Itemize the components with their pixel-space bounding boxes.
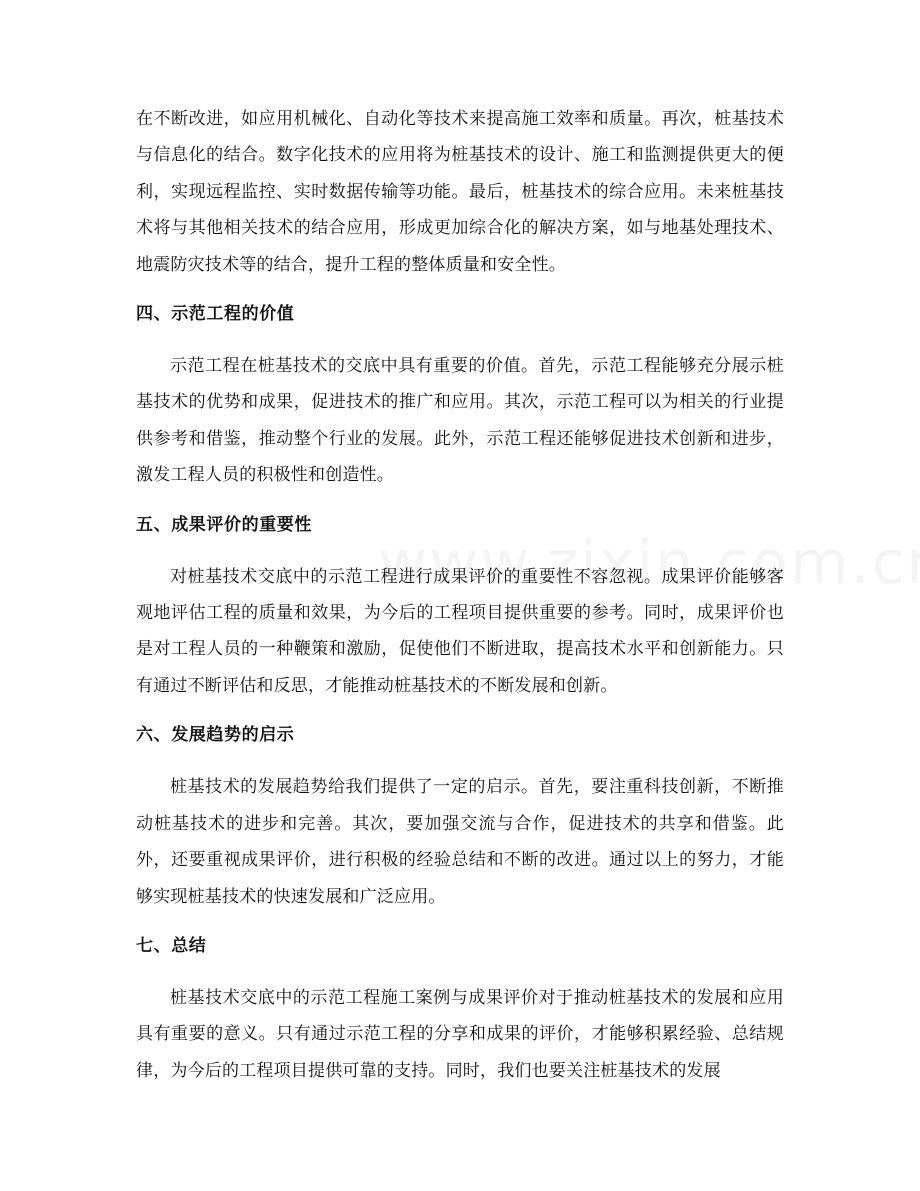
- section-body-6: 桩基技术的发展趋势给我们提供了一定的启示。首先，要注重科技创新，不断推动桩基技术的进步和完善。其次，要加强交流与合作，促进技术的共享和借鉴。此外，还要重视成果评价，进行积极的经验总结和不断的改进。通过以上的努力，才能够实现桩基技术的快速发展和广泛应用。: [136, 777, 784, 907]
- section-heading-6: 六、发展趋势的启示: [136, 725, 295, 746]
- section-heading-5: 五、成果评价的重要性: [136, 514, 312, 535]
- section-body-7: 桩基技术交底中的示范工程施工案例与成果评价对于推动桩基技术的发展和应用具有重要的意义。只有通过示范工程的分享和成果的评价，才能够积累经验、总结规律，为今后的工程项目提供可靠的支持。同时，我们也要关注桩基技术的发展: [136, 987, 784, 1081]
- section-heading-7: 七、总结: [136, 935, 207, 956]
- intro-paragraph: 在不断改进，如应用机械化、自动化等技术来提高施工效率和质量。再次，桩基技术与信息化的结合。数字化技术的应用将为桩基技术的设计、施工和监测提供更大的便利，实现远程监控、实时数据传输等功能。最后，桩基技术的综合应用。未来桩基技术将与其他相关技术的结合应用，形成更加综合化的解决方案，如与地基处理技术、地震防灾技术等的结合，提升工程的整体质量和安全性。: [136, 109, 784, 275]
- section-body-4: 示范工程在桩基技术的交底中具有重要的价值。首先，示范工程能够充分展示桩基技术的优势和成果，促进技术的推广和应用。其次，示范工程可以为相关的行业提供参考和借鉴，推动整个行业的发展。此外，示范工程还能够促进技术创新和进步，激发工程人员的积极性和创造性。: [136, 356, 784, 486]
- section-heading-4: 四、示范工程的价值: [136, 304, 295, 325]
- section-body-5: 对桩基技术交底中的示范工程进行成果评价的重要性不容忽视。成果评价能够客观地评估工程的质量和效果，为今后的工程项目提供重要的参考。同时，成果评价也是对工程人员的一种鞭策和激励，促使他们不断进取，提高技术水平和创新能力。只有通过不断评估和反思，才能推动桩基技术的不断发展和创新。: [136, 566, 784, 696]
